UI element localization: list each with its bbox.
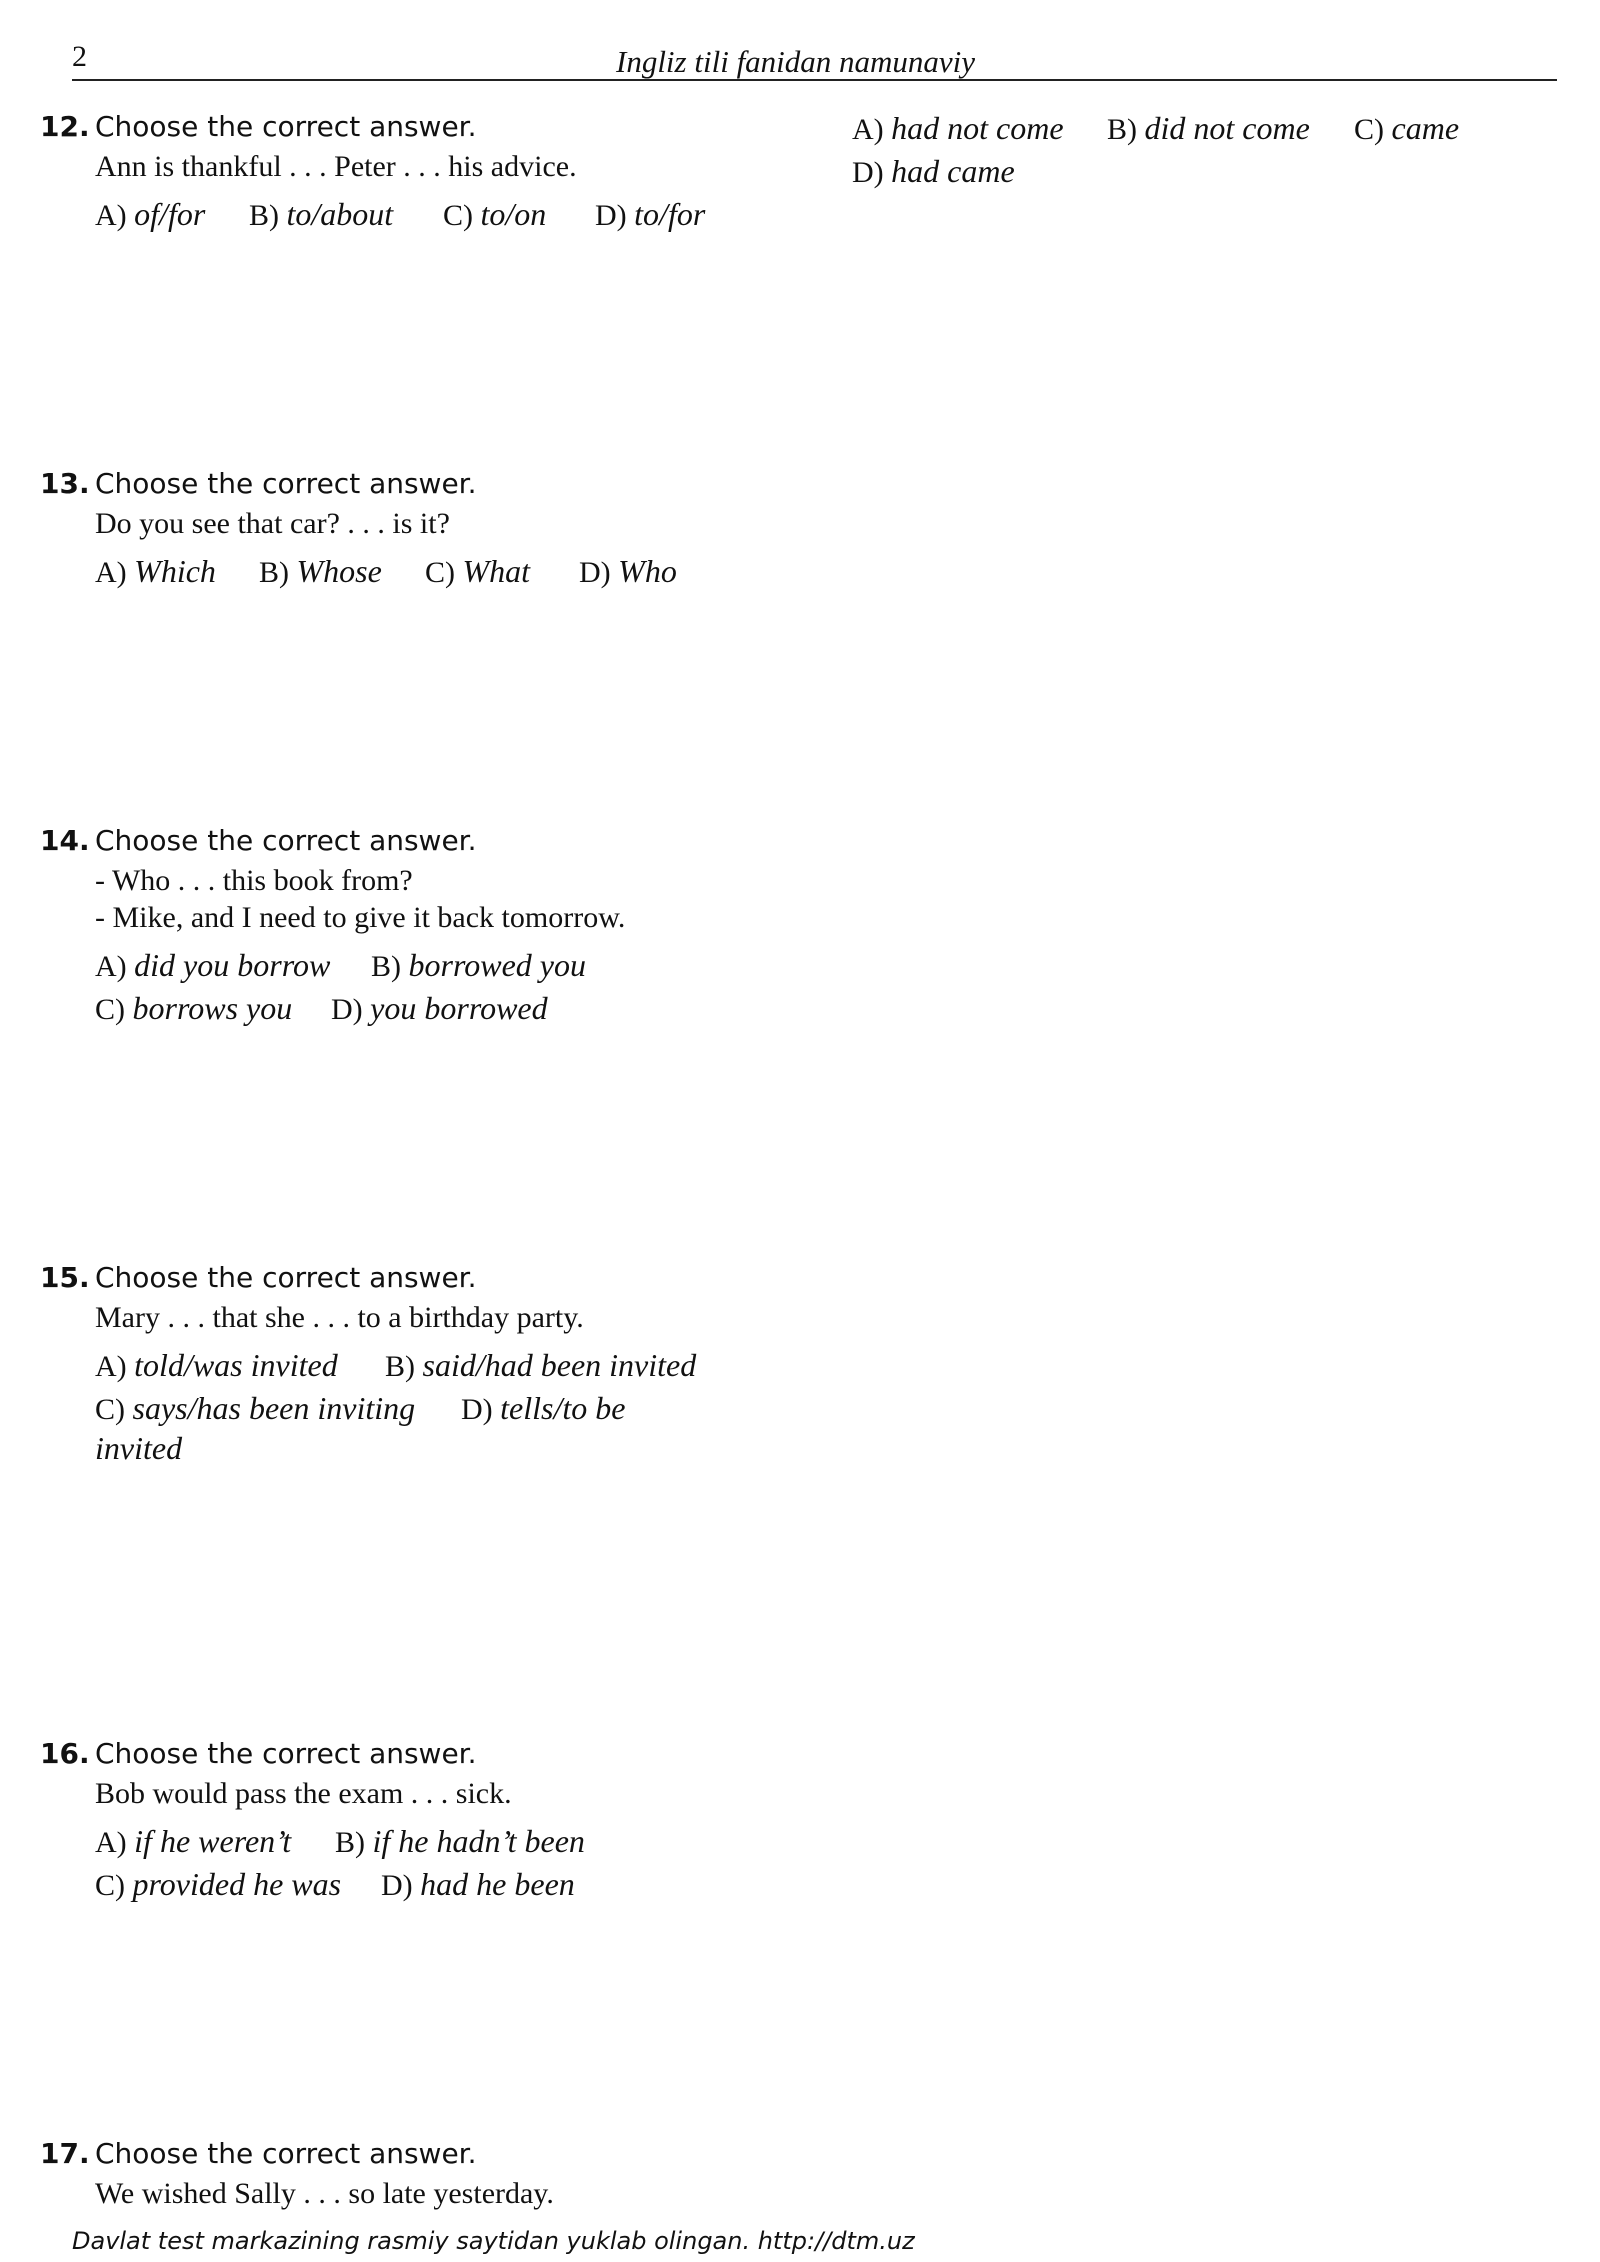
option-letter: A) (95, 556, 127, 589)
option-value: Whose (296, 553, 382, 589)
option-letter: B) (259, 556, 289, 589)
option-d[interactable] (381, 1866, 575, 1903)
option-letter: D) (595, 199, 627, 232)
question-number: 16. (40, 1737, 90, 1770)
option-c[interactable] (1354, 110, 1459, 147)
option-c[interactable] (443, 196, 546, 233)
option-b[interactable] (1107, 110, 1310, 147)
option-letter: D) (579, 556, 611, 589)
question-prompt: Choose the correct answer. (95, 824, 477, 857)
option-value: invited (95, 1430, 183, 1466)
header-divider (72, 79, 1557, 81)
option-letter: B) (371, 950, 401, 983)
option-b[interactable] (385, 1347, 696, 1384)
question-text: Mary . . . that she . . . to a birthday party. (95, 1301, 584, 1334)
option-c[interactable] (95, 990, 292, 1027)
question-text: Bob would pass the exam . . . sick. (95, 1777, 512, 1810)
option-value: to/on (480, 196, 547, 232)
option-a[interactable] (95, 947, 330, 984)
option-value: had he been (420, 1866, 575, 1902)
option-letter: A) (95, 199, 127, 232)
option-d[interactable] (461, 1390, 625, 1427)
option-a[interactable] (852, 110, 1064, 147)
option-b[interactable] (371, 947, 586, 984)
question-prompt: Choose the correct answer. (95, 2137, 477, 2170)
option-value: came (1391, 110, 1460, 146)
option-value: said/had been invited (422, 1347, 697, 1383)
option-d[interactable] (331, 990, 548, 1027)
option-letter: B) (1107, 113, 1137, 146)
question-text-line-1: - Who . . . this book from? (95, 864, 413, 897)
option-value: you borrowed (370, 990, 548, 1026)
option-value: had came (891, 153, 1015, 189)
option-letter: B) (335, 1826, 365, 1859)
option-b[interactable] (335, 1823, 585, 1860)
question-number: 13. (40, 467, 90, 500)
question-prompt: Choose the correct answer. (95, 467, 477, 500)
option-letter: C) (95, 1393, 125, 1426)
option-letter: A) (852, 113, 884, 146)
option-d[interactable] (852, 153, 1015, 190)
option-value: did you borrow (134, 947, 331, 983)
question-number: 15. (40, 1261, 90, 1294)
option-value: had not come (891, 110, 1064, 146)
question-text: Ann is thankful . . . Peter . . . his advice. (95, 150, 577, 183)
option-letter: D) (461, 1393, 493, 1426)
option-a[interactable] (95, 1347, 338, 1384)
question-number: 17. (40, 2137, 90, 2170)
document-title: Ingliz tili fanidan namunaviy (616, 44, 976, 79)
option-value: did not come (1144, 110, 1310, 146)
option-letter: C) (1354, 113, 1384, 146)
option-letter: C) (95, 1869, 125, 1902)
option-d[interactable] (595, 196, 705, 233)
option-value: Which (134, 553, 216, 589)
option-value: told/was invited (134, 1347, 338, 1383)
option-value: borrows you (132, 990, 293, 1026)
page-number: 2 (72, 40, 87, 73)
option-letter: A) (95, 1350, 127, 1383)
option-letter: A) (95, 950, 127, 983)
question-text: Do you see that car? . . . is it? (95, 507, 450, 540)
option-letter: D) (331, 993, 363, 1026)
option-d[interactable] (579, 553, 677, 590)
option-value: borrowed you (408, 947, 586, 983)
option-c[interactable] (425, 553, 530, 590)
question-prompt: Choose the correct answer. (95, 1261, 477, 1294)
option-value: says/has been inviting (132, 1390, 416, 1426)
question-number: 12. (40, 110, 90, 143)
question-prompt: Choose the correct answer. (95, 110, 477, 143)
option-letter: D) (381, 1869, 413, 1902)
option-value: of/for (134, 196, 206, 232)
option-letter: C) (443, 199, 473, 232)
question-text-line-2: - Mike, and I need to give it back tomorrow. (95, 901, 626, 934)
option-d-continuation (95, 1430, 182, 1467)
option-value: Who (618, 553, 677, 589)
option-letter: D) (852, 156, 884, 189)
option-c[interactable] (95, 1866, 341, 1903)
option-c[interactable] (95, 1390, 415, 1427)
option-a[interactable] (95, 1823, 291, 1860)
option-value: to/for (634, 196, 706, 232)
option-value: What (462, 553, 531, 589)
option-value: to/about (286, 196, 394, 232)
option-a[interactable] (95, 196, 205, 233)
option-b[interactable] (249, 196, 393, 233)
option-letter: C) (95, 993, 125, 1026)
option-a[interactable] (95, 553, 216, 590)
option-value: if he weren’t (134, 1823, 292, 1859)
question-number: 14. (40, 824, 90, 857)
option-b[interactable] (259, 553, 382, 590)
question-prompt: Choose the correct answer. (95, 1737, 477, 1770)
option-letter: A) (95, 1826, 127, 1859)
question-text: We wished Sally . . . so late yesterday. (95, 2177, 554, 2210)
option-value: tells/to be (500, 1390, 626, 1426)
option-letter: B) (385, 1350, 415, 1383)
footer-source-note: Davlat test markazining rasmiy saytidan yuklab olingan. http://dtm.uz (72, 2227, 915, 2255)
option-letter: B) (249, 199, 279, 232)
option-letter: C) (425, 556, 455, 589)
option-value: if he hadn’t been (372, 1823, 585, 1859)
option-value: provided he was (132, 1866, 342, 1902)
